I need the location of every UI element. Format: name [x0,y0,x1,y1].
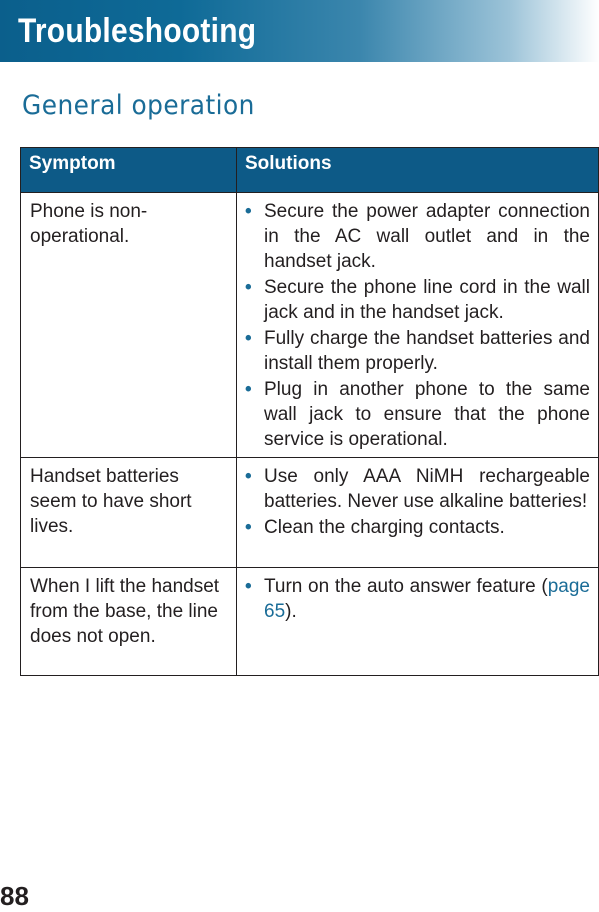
solution-item [245,199,590,274]
bullet-icon: • [245,517,252,538]
header-bar [0,0,599,62]
solution-text: Secure the phone line cord in the wall jack and in the handset jack. [264,277,590,323]
solution-item [245,574,590,624]
solution-list [245,199,590,452]
solution-text: Clean the charging contacts. [264,517,505,538]
solution-item [245,275,590,325]
symptom-cell: Phone is non-operational. [21,193,237,458]
section-title: General operation [22,90,255,121]
bullet-icon: • [245,328,252,349]
solution-text-end: ). [285,601,297,622]
table-row [21,568,599,676]
solutions-cell [237,193,599,458]
page-title: Troubleshooting [18,12,257,50]
solution-text: Plug in another phone to the same wall jack to ensure that the phone service is operational. [264,379,590,450]
solution-text: Turn on the auto answer feature ( [264,576,548,597]
solutions-cell [237,568,599,676]
solution-list [245,464,590,540]
solution-text: Secure the power adapter connection in the AC wall outlet and in the handset jack. [264,201,590,272]
solution-text: Use only AAA NiMH rechargeable batteries. Never use alkaline batteries! [264,466,590,512]
solution-item [245,464,590,514]
solutions-cell [237,458,599,568]
solution-text: Fully charge the handset batteries and install them properly. [264,328,590,374]
solution-item [245,515,590,540]
solution-item [245,326,590,376]
column-header-symptom: Symptom [21,148,237,193]
page-link[interactable]: page 65 [264,576,590,622]
symptom-cell: Handset batteries seem to have short lives. [21,458,237,568]
table-row [21,193,599,458]
table-header-row [21,148,599,193]
table-row [21,458,599,568]
bullet-icon: • [245,277,252,298]
solution-list [245,574,590,624]
bullet-icon: • [245,466,252,487]
column-header-solutions: Solutions [237,148,599,193]
solution-item [245,377,590,452]
troubleshooting-table [20,147,599,676]
bullet-icon: • [245,201,252,222]
bullet-icon: • [245,379,252,400]
symptom-cell: When I lift the handset from the base, the line does not open. [21,568,237,676]
bullet-icon: • [245,576,252,597]
page-number: 88 [0,881,29,911]
